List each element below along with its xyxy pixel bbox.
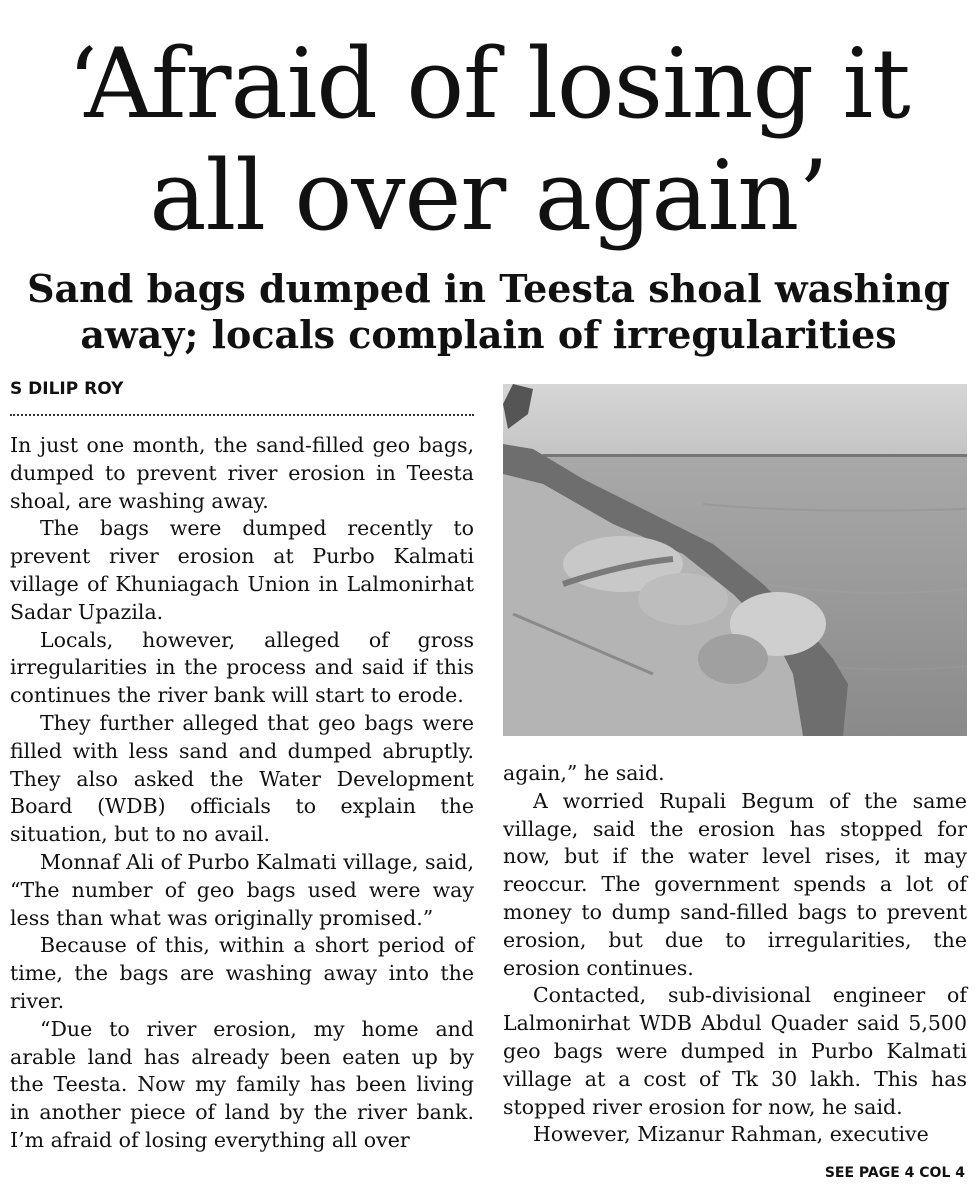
paragraph: Contacted, sub-divisional engineer of Lalmonirhat WDB Abdul Quader said 5,500 geo bags were dumped in Purbo Kalmati village at a cost of Tk 30 lakh. This has stopped river erosion for now, he said. bbox=[503, 983, 967, 1119]
headline-line-1: ‘Afraid of losing it bbox=[67, 28, 910, 140]
article-column-1 bbox=[10, 432, 474, 1155]
subheadline-line-1: Sand bags dumped in Teesta shoal washing bbox=[27, 266, 950, 311]
headline bbox=[0, 28, 977, 252]
byline-divider bbox=[10, 414, 474, 416]
paragraph: In just one month, the sand-filled geo bags, dumped to prevent river erosion in Teesta shoal, are washing away. bbox=[10, 433, 474, 513]
paragraph: They further alleged that geo bags were filled with less sand and dumped abruptly. They also asked the Water Development Board (WDB) officials to explain the situation, but to no avail. bbox=[10, 710, 474, 847]
paragraph: “Due to river erosion, my home and arable land has already been eaten up by the Teesta. Now my family has been living in another piece of land by the river bank. I’m afraid of losing everything all over bbox=[10, 1016, 474, 1152]
paragraph: Locals, however, alleged of gross irregularities in the process and said if this continues the river bank will start to erode. bbox=[10, 627, 474, 708]
subheadline-line-2: away; locals complain of irregularities bbox=[80, 312, 897, 357]
continued-on-label: SEE PAGE 4 COL 4 bbox=[824, 1165, 965, 1181]
paragraph: Monnaf Ali of Purbo Kalmati village, said, “The number of geo bags used were way less than what was originally promised.” bbox=[10, 849, 474, 930]
photo-illustration bbox=[503, 384, 967, 736]
paragraph: A worried Rupali Begum of the same village, said the erosion has stopped for now, but if the water level rises, it may reoccur. The government spends a lot of money to dump sand-filled bags to prevent erosion, but due to irregularities, the erosion continues. bbox=[503, 788, 967, 980]
byline: S DILIP ROY bbox=[10, 379, 124, 399]
paragraph: again,” he said. bbox=[503, 761, 665, 785]
paragraph: The bags were dumped recently to prevent river erosion at Purbo Kalmati village of Khuniagach Union in Lalmonirhat Sadar Upazila. bbox=[10, 516, 474, 624]
article-column-2 bbox=[503, 760, 967, 1149]
subheadline bbox=[0, 266, 977, 358]
paragraph: Because of this, within a short period of time, the bags are washing away into the river. bbox=[10, 933, 474, 1013]
paragraph: However, Mizanur Rahman, executive bbox=[533, 1122, 929, 1147]
river-bank-photo bbox=[503, 384, 967, 736]
headline-line-2: all over again’ bbox=[149, 140, 828, 252]
